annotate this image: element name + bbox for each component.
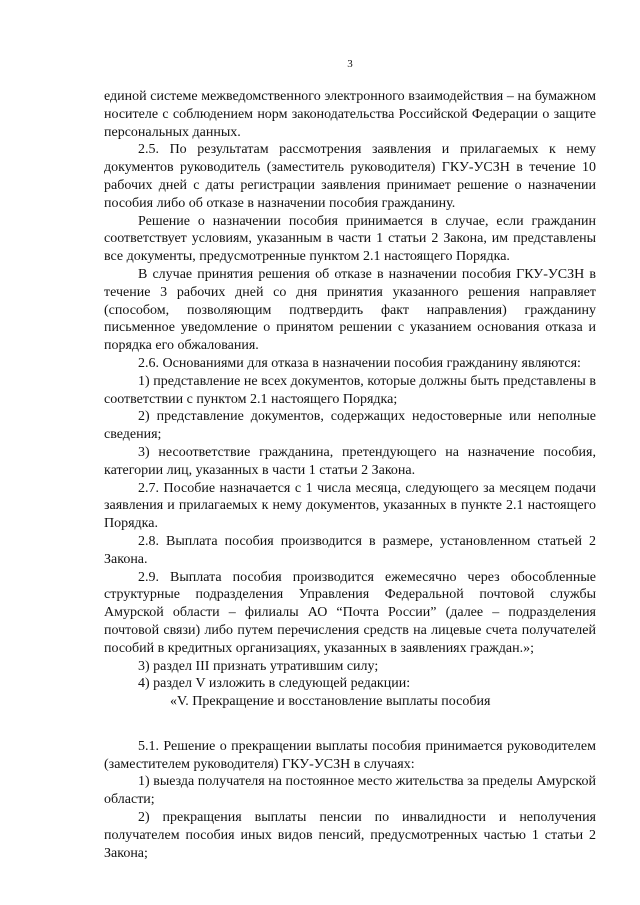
paragraph: 3) несоответствие гражданина, претендующего на назначение пособия, категории лиц, указанных в части 1 статьи 2 Закона. xyxy=(104,444,596,478)
paragraph: 3) раздел III признать утратившим силу; xyxy=(138,658,379,674)
body-before xyxy=(104,88,596,711)
paragraph: 2.5. По результатам рассмотрения заявления и прилагаемых к нему документов руководитель (заместитель руководителя) ГКУ-УСЗН в течение 10 рабочих дней с даты регистрации заявления принимает решение о назначении пособия либо об отказе в назначении пособия гражданину. xyxy=(104,142,596,211)
page-number: 3 xyxy=(347,58,353,70)
paragraph: 5.1. Решение о прекращении выплаты пособия принимается руководителем (заместителем руководителя) ГКУ-УСЗН в случаях: xyxy=(104,738,596,772)
document-page xyxy=(104,58,596,862)
paragraph: В случае принятия решения об отказе в назначении пособия ГКУ-УСЗН в течение 3 рабочих дней со дня принятия указанного решения направляет (способом, позволяющим подтвердить факт направления) гражданину письменное уведомление о принятом решении с указанием основания отказа и порядка его обжалования. xyxy=(104,266,596,354)
paragraph: 2) представление документов, содержащих недостоверные или неполные сведения; xyxy=(104,409,596,443)
paragraph: 2) прекращения выплаты пенсии по инвалидности и неполучения получателем пособия иных видов пенсий, предусмотренных частью 1 статьи 2 Закона; xyxy=(104,810,596,861)
paragraph: единой системе межведомственного электронного взаимодействия – на бумажном носителе с соблюдением норм законодательства Российской Федерации о защите персональных данных. xyxy=(104,89,596,140)
section-gap xyxy=(104,711,596,738)
paragraph: 2.6. Основаниями для отказа в назначении пособия гражданину являются: xyxy=(138,355,581,371)
paragraph: 4) раздел V изложить в следующей редакции: xyxy=(138,676,411,692)
paragraph: 1) выезда получателя на постоянное место жительства за пределы Амурской области; xyxy=(104,774,596,808)
paragraph: Решение о назначении пособия принимается в случае, если гражданин соответствует условиям, указанным в части 1 статьи 2 Закона, им представлены все документы, предусмотренные пунктом 2.1 настоящего Порядка. xyxy=(104,213,596,265)
paragraph: 1) представление не всех документов, которые должны быть представлены в соответствии с пунктом 2.1 настоящего Порядка; xyxy=(104,373,596,407)
paragraph: 2.7. Пособие назначается с 1 числа месяца, следующего за месяцем подачи заявления и прилагаемых к нему документов, указанных в пункте 2.1 настоящего Порядка. xyxy=(104,480,596,532)
paragraph: 2.9. Выплата пособия производится ежемесячно через обособленные структурные подразделения Управления Федеральной почтовой службы Амурской области – филиалы АО “Почта России” (далее – подразделения почтовой связи) либо путем перечисления средств на лицевые счета получателей пособий в кредитных организациях, указанных в заявлениях граждан.»; xyxy=(104,569,596,656)
body-after xyxy=(104,738,596,863)
section-title: «V. Прекращение и восстановление выплаты пособия xyxy=(170,694,491,710)
paragraph: 2.8. Выплата пособия производится в размере, установленном статьей 2 Закона. xyxy=(104,533,596,567)
